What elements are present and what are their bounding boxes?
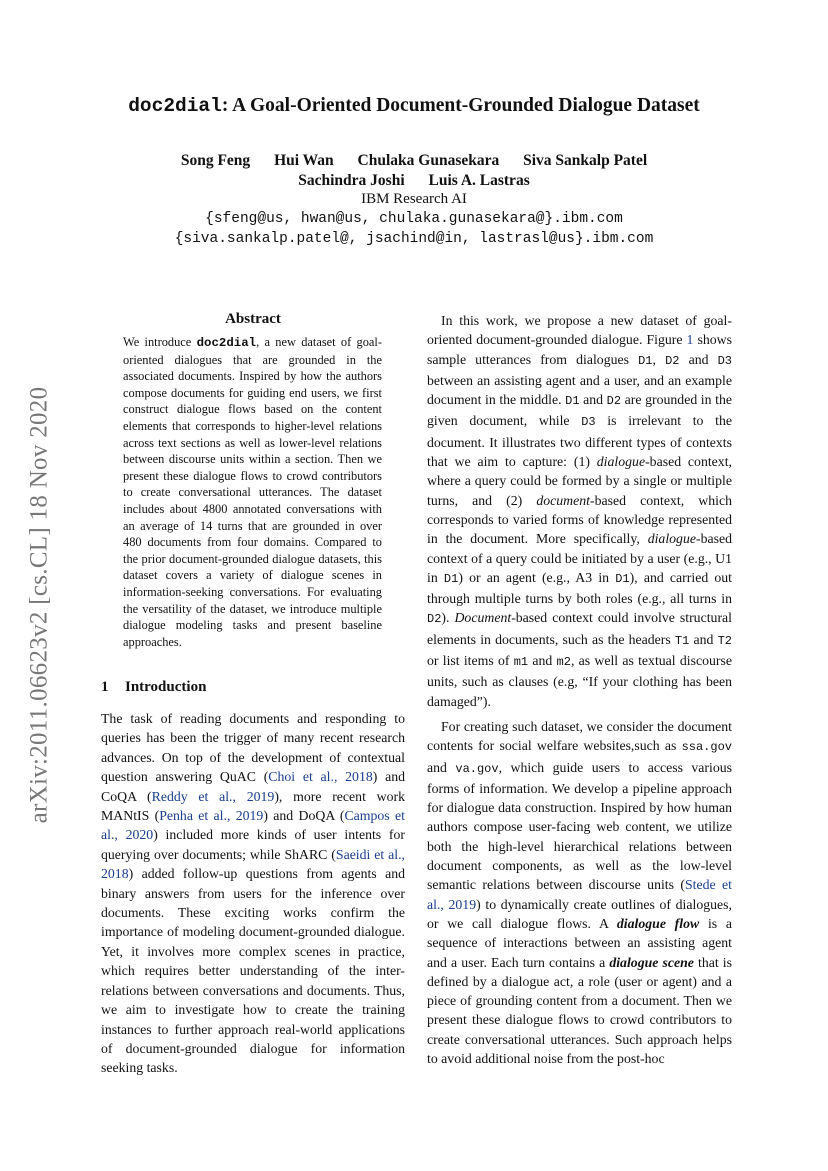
paragraph-dataset-overview: In this work, we propose a new dataset of goal-oriented document-grounded dialogue. Figure 1 shows sample utterances from dialogues D1, D2 and D3 between an assisting agent and a user, and an example document in the middle. D1 and D2 are grounded in the given document, while D3 is irrelevant to the document. It illustrates two different types of contexts that we aim to capture: (1) dialogue-based context, where a query could be formed by a single or multiple turns, and (2) document-based context, which corresponds to varied forms of knowledge represented in the document. More specifically, dialogue-based context of a query could be initiated by a user (e.g., U1 in D1) or an agent (e.g., A3 in D1), and carried out through multiple turns by both roles (e.g., all turns in D2). Document-based context could involve structural elements in documents, such as the headers T1 and T2 or list items of m1 and m2, as well as textual discourse units, such as clauses (e.g, “If your clothing has been damaged”). [427,313,733,709]
code-token: D1 [638,353,653,368]
code-token: m2 [556,655,571,670]
author-name: Song Feng [180,152,251,169]
arxiv-identifier: arXiv:2011.06623v2 [cs.CL] 18 Nov 2020 [25,386,53,824]
code-token: D2 [427,612,442,627]
author-name: Luis A. Lastras [428,172,530,189]
author-name: Siva Sankalp Patel [523,152,648,169]
title-dataset-name: doc2dial [128,95,222,117]
citation-link[interactable]: Saeidi et al., 2018 [101,846,405,882]
citation-link[interactable]: Reddy et al., 2019 [151,788,275,804]
emphasis: dialogue [596,454,646,470]
citation-link[interactable]: Stede et al., 2019 [427,877,732,912]
code-token: D2 [606,394,622,409]
code-token: m1 [513,655,529,670]
authors-line-2 [0,172,828,190]
code-token: ssa.gov [681,740,732,755]
defined-term: dialogue flow [616,915,700,931]
abstract-heading: Abstract [225,311,281,327]
dataset-name: doc2dial [196,336,257,350]
right-column [427,311,732,1068]
paragraph-dataset-construction: For creating such dataset, we consider the document contents for social welfare websites,such as ssa.gov and va.gov, which guide users to access various forms of information. We develop a pipeline approach for dialogue data construction. Inspired by how human authors compose user-facing web content, we utilize both the high-level hierarchical relations between document components, as well as the low-level semantic relations between discourse units (Stede et al., 2019) to dynamically create outlines of dialogues, or we call dialogue flows. A dialogue flow is a sequence of interactions between an assisting agent and a user. Each turn contains a dialogue scene that is defined by a dialogue act, a role (user or agent) and a piece of grounding content from a document. Then we present these dialogue flows to crowd contributors to create conversational utterances. Such approach helps to avoid additional noise from the post-hoc [427,718,733,1066]
code-token: D1 [565,394,580,409]
defined-term: dialogue scene [609,954,694,970]
section-title: Introduction [125,679,207,695]
affiliation: IBM Research AI [361,191,467,207]
citation-link[interactable]: Penha et al., 2019 [159,808,264,824]
code-token: D3 [717,353,732,368]
citation-link[interactable]: Campos et al., 2020 [101,808,405,843]
figure-link[interactable]: 1 [686,332,694,348]
title-text: : A Goal-Oriented Document-Grounded Dialogue Dataset [221,95,700,116]
emphasis: Document [454,610,512,626]
emphasis: dialogue [647,531,696,547]
code-token: D2 [665,353,680,368]
code-token: T1 [674,633,690,648]
paper-title [0,95,828,117]
abstract-body: We introduce doc2dial, a new dataset of goal-oriented dialogues that are grounded in the associated documents. Inspired by how the authors compose documents for guiding end users, we first construct dialogue flows based on the content elements that corresponds to higher-level relations across text sections as well as lower-level relations between discourse units within a section. Then we present these dialogue flows to crowd contributors to create conversational utterances. The dataset includes about 4800 annotated conversations with an average of 14 turns that are grounded in over 480 documents from four domains. Compared to the prior document-grounded dialogue datasets, this dataset covers a variety of dialogue scenes in information-seeking conversations. For evaluating the versatility of the dataset, we introduce multiple dialogue modeling tasks and present baseline approaches. [123,335,382,649]
author-name: Sachindra Joshi [298,172,405,189]
code-token: D1 [615,571,630,586]
introduction-body: The task of reading documents and responding to queries has been the trigger of many recent research advances. On top of the development of contextual question answering QuAC (Choi et al., 2018) and CoQA (Reddy et al., 2019), more recent work MANtIS (Penha et al., 2019) and DoQA (Campos et al., 2020) included more kinds of user intents for querying over documents; while ShARC (Saeidi et al., 2018) added follow-up questions from agents and binary answers from users for the inference over documents. These exciting works confirm the importance of modeling document-grounded dialogue. Yet, it involves more complex scenes in practice, which requires better understanding of the inter-relations between conversations and documents. Thus, we aim to investigate how to create the training instances to further approach real-world applications of document-grounded dialogue for information seeking tasks. [101,711,406,1076]
author-name: Hui Wan [274,152,334,169]
code-token: T2 [717,633,732,648]
code-token: D1 [443,571,459,586]
code-token: va.gov [455,761,499,776]
code-token: D3 [581,415,596,430]
author-name: Chulaka Gunasekara [357,152,500,169]
section-heading-introduction [101,679,206,696]
citation-link[interactable]: Choi et al., 2018 [268,769,373,785]
section-number: 1 [101,679,109,695]
authors-line-1 [0,152,828,170]
emphasis: document [536,492,590,508]
email-line-2: {siva.sankalp.patel@, jsachind@in, lastrasl@us}.ibm.com [174,231,654,247]
email-line-1: {sfeng@us, hwan@us, chulaka.gunasekara@}.ibm.com [205,211,623,227]
